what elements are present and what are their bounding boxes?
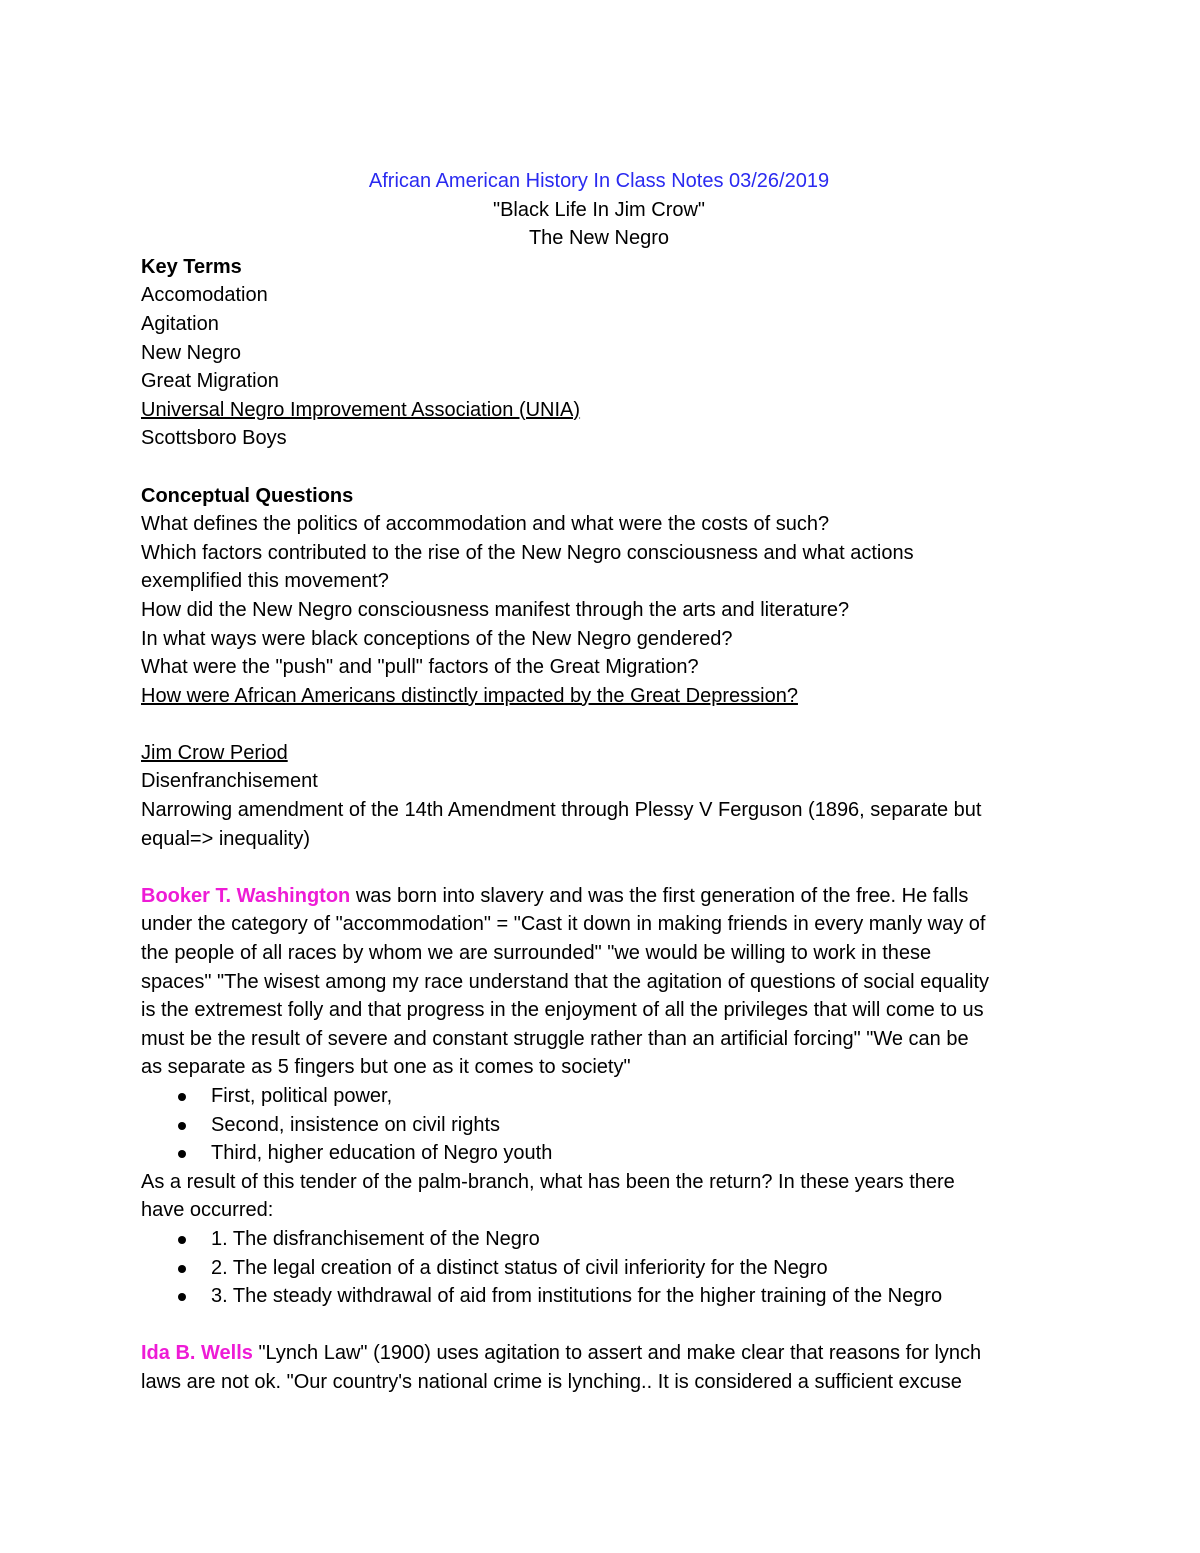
washington-result-text: As a result of this tender of the palm-branch, what has been the return? In these years there <box>141 1170 955 1193</box>
list-item: 1. The disfranchisement of the Negro <box>141 1225 1061 1254</box>
key-term-item: Agitation <box>141 312 219 335</box>
question-item-continued: exemplified this movement? <box>141 570 389 593</box>
document-header <box>141 167 1057 253</box>
key-term-item: Scottsboro Boys <box>141 427 287 450</box>
bullet-icon <box>178 1265 186 1273</box>
conceptual-questions-section <box>141 482 1061 711</box>
bullet-icon <box>178 1236 186 1244</box>
washington-text: must be the result of severe and constant struggle rather than an artificial forcing" "We can be <box>141 1027 969 1050</box>
bullet-icon <box>178 1122 186 1130</box>
jim-crow-section <box>141 739 1061 853</box>
wells-section <box>141 1339 1061 1396</box>
key-term-item: Great Migration <box>141 370 279 393</box>
bullet-icon <box>178 1293 186 1301</box>
key-terms-section <box>141 253 1061 453</box>
question-item: What were the "push" and "pull" factors of the Great Migration? <box>141 656 699 679</box>
list-item: Second, insistence on civil rights <box>141 1111 1061 1140</box>
key-term-item: Universal Negro Improvement Association (UNIA) <box>141 398 581 421</box>
document-subtitle: "Black Life In Jim Crow" <box>492 198 706 221</box>
question-item: How did the New Negro consciousness manifest through the arts and literature? <box>141 598 850 621</box>
washington-text: spaces" "The wisest among my race understand that the agitation of questions of social equality <box>141 970 990 993</box>
washington-text: was born into slavery and was the first generation of the free. He falls <box>350 884 969 907</box>
question-item: In what ways were black conceptions of the New Negro gendered? <box>141 627 733 650</box>
bullet-icon <box>178 1150 186 1158</box>
jim-crow-line: Disenfranchisement <box>141 770 318 793</box>
washington-result-list <box>141 1225 1061 1311</box>
bullet-icon <box>178 1093 186 1101</box>
list-item: Third, higher education of Negro youth <box>141 1139 1061 1168</box>
washington-text: the people of all races by whom we are surrounded" "we would be willing to work in these <box>141 942 932 965</box>
jim-crow-line: Narrowing amendment of the 14th Amendment through Plessy V Ferguson (1896, separate but <box>141 799 982 822</box>
washington-result-text: have occurred: <box>141 1199 274 1222</box>
question-item: How were African Americans distinctly impacted by the Great Depression? <box>141 684 798 707</box>
washington-name: Booker T. Washington <box>141 884 351 907</box>
washington-text: under the category of "accommodation" = "Cast it down in making friends in every manly way of <box>141 913 986 936</box>
key-terms-heading: Key Terms <box>141 255 242 278</box>
jim-crow-line: equal=> inequality) <box>141 827 311 850</box>
list-item: 2. The legal creation of a distinct status of civil inferiority for the Negro <box>141 1254 1061 1283</box>
key-term-item: Accomodation <box>141 284 268 307</box>
jim-crow-heading: Jim Crow Period <box>141 741 288 764</box>
document-topic: The New Negro <box>528 227 670 250</box>
question-item: Which factors contributed to the rise of the New Negro consciousness and what actions <box>141 541 914 564</box>
document-title: African American History In Class Notes 03/26/2019 <box>368 170 830 192</box>
wells-text: laws are not ok. "Our country's national crime is lynching.. It is considered a sufficient excuse <box>141 1370 962 1393</box>
washington-text: as separate as 5 fingers but one as it comes to society" <box>141 1056 631 1079</box>
list-item: 3. The steady withdrawal of aid from institutions for the higher training of the Negro <box>141 1282 1061 1311</box>
document-page <box>141 167 1061 1397</box>
conceptual-questions-heading: Conceptual Questions <box>141 484 354 507</box>
wells-text: "Lynch Law" (1900) uses agitation to assert and make clear that reasons for lynch <box>252 1342 982 1365</box>
key-term-item: New Negro <box>141 341 242 364</box>
list-item: First, political power, <box>141 1082 1061 1111</box>
wells-name: Ida B. Wells <box>141 1342 253 1365</box>
washington-bullet-list <box>141 1082 1061 1168</box>
question-item: What defines the politics of accommodation and what were the costs of such? <box>141 513 830 536</box>
washington-text: is the extremest folly and that progress in the enjoyment of all the privileges that will come to us <box>141 999 984 1022</box>
washington-section <box>141 882 1061 1311</box>
